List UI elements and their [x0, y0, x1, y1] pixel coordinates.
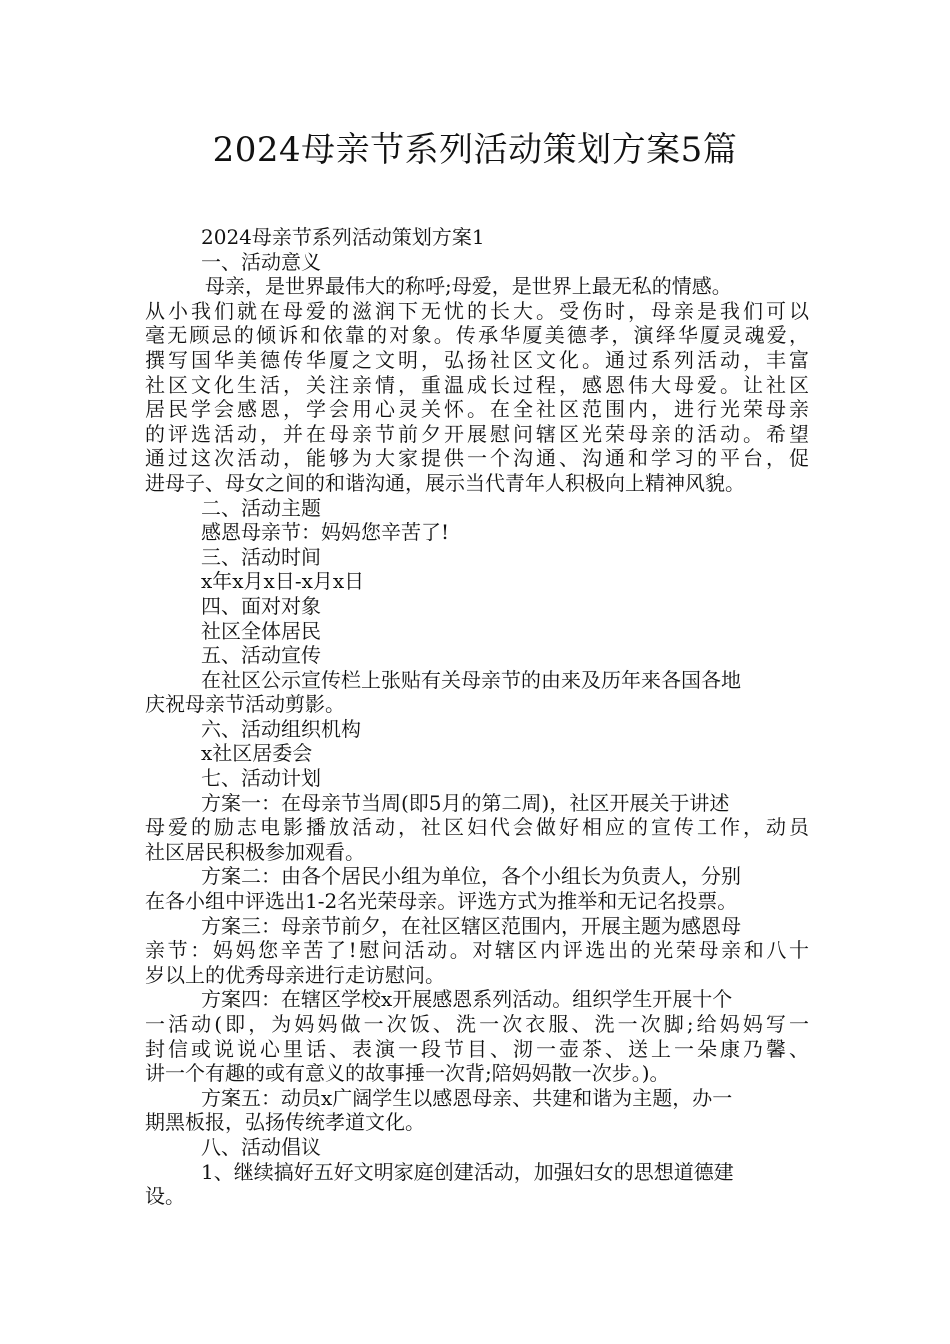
text-line: 的评选活动，并在母亲节前夕开展慰问辖区光荣母亲的活动。希望: [145, 421, 809, 446]
text-line: 封信或说说心里话、表演一段节目、沏一壶茶、送上一朵康乃馨、: [145, 1036, 809, 1061]
text-line: 在社区公示宣传栏上张贴有关母亲节的由来及历年来各国各地: [201, 667, 741, 692]
text-line: 2024母亲节系列活动策划方案1: [201, 225, 485, 249]
text-line: 方案四：在辖区学校x开展感恩系列活动。组织学生开展十个: [201, 987, 733, 1012]
text-line: 社区全体居民: [201, 618, 321, 643]
text-line: 期黑板报，弘扬传统孝道文化。: [145, 1110, 425, 1135]
text-line: 社区文化生活，关注亲情，重温成长过程，感恩伟大母爱。让社区: [145, 372, 809, 397]
text-line: x社区居委会: [201, 741, 313, 766]
text-line: 六、活动组织机构: [201, 716, 361, 741]
text-line: 毫无顾忌的倾诉和依靠的对象。传承华厦美德孝，演绎华厦灵魂爱，: [145, 323, 809, 348]
text-line: 感恩母亲节：妈妈您辛苦了!: [201, 520, 450, 545]
text-line: 岁以上的优秀母亲进行走访慰问。: [145, 962, 445, 987]
text-line: 方案二：由各个居民小组为单位，各个小组长为负责人，分别: [201, 864, 741, 889]
text-line: x年x月x日-x月x日: [201, 569, 365, 594]
document-title: 2024母亲节系列活动策划方案5篇: [212, 130, 738, 170]
text-line: 七、活动计划: [201, 766, 321, 791]
text-line: 三、活动时间: [201, 544, 321, 569]
text-line: 母爱的励志电影播放活动，社区妇代会做好相应的宣传工作，动员: [145, 815, 809, 840]
text-line: 四、面对对象: [201, 593, 321, 618]
text-line: 一活动(即，为妈妈做一次饭、洗一次衣服、洗一次脚;给妈妈写一: [145, 1012, 809, 1036]
text-line: 居民学会感恩，学会用心灵关怀。在全社区范围内，进行光荣母亲: [145, 397, 809, 422]
text-line: 五、活动宣传: [201, 643, 321, 668]
text-line: 设。: [145, 1184, 185, 1209]
text-line: 撰写国华美德传华厦之文明，弘扬社区文化。通过系列活动，丰富: [145, 347, 809, 372]
text-line: 社区居民积极参加观看。: [145, 839, 365, 864]
text-line: 方案五：动员x广阔学生以感恩母亲、共建和谐为主题，办一: [201, 1085, 733, 1110]
text-line: 讲一个有趣的或有意义的故事捶一次背;陪妈妈散一次步。)。: [145, 1061, 670, 1086]
text-line: 在各小组中评选出1-2名光荣母亲。评选方式为推举和无记名投票。: [145, 889, 738, 914]
text-line: 二、活动主题: [201, 495, 321, 520]
text-line: 从小我们就在母爱的滋润下无忧的长大。受伤时，母亲是我们可以: [145, 298, 809, 323]
document-body: [145, 225, 809, 1209]
text-line: 方案一：在母亲节当周(即5月的第二周)，社区开展关于讲述: [201, 790, 730, 815]
text-line: 母亲，是世界最伟大的称呼;母爱，是世界上最无私的情感。: [205, 274, 732, 299]
text-line: 一、活动意义: [201, 249, 321, 274]
text-line: 方案三：母亲节前夕，在社区辖区范围内，开展主题为感恩母: [201, 913, 741, 938]
text-line: 庆祝母亲节活动剪影。: [145, 692, 345, 717]
text-line: 亲节：妈妈您辛苦了!慰问活动。对辖区内评选出的光荣母亲和八十: [145, 938, 809, 963]
text-line: 通过这次活动，能够为大家提供一个沟通、沟通和学习的平台，促: [145, 446, 809, 471]
text-line: 八、活动倡议: [201, 1134, 321, 1159]
text-line: 1、继续搞好五好文明家庭创建活动，加强妇女的思想道德建: [201, 1159, 734, 1184]
text-line: 进母子、母女之间的和谐沟通，展示当代青年人积极向上精神风貌。: [145, 470, 745, 495]
